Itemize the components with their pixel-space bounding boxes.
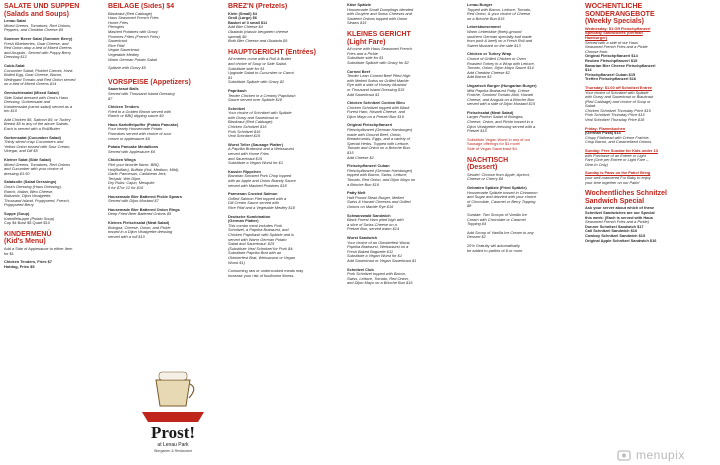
menu-line: Teriyaki, Wet Dijon, (108, 175, 142, 181)
menu-line: Haus Kartoffelpuffer (Potato Pancake) (108, 121, 179, 127)
menu-line: Ranch or BBQ dipping sauce $9 (108, 113, 164, 119)
menu-line: Add Chicken $6, Salmon $9, or Turkey (4, 116, 71, 122)
menu-line: Suppe (Soup) (4, 210, 30, 216)
menu-line: Salatsoße (Salad Dressings) (4, 179, 57, 185)
menu-line: Straws $15 (347, 20, 367, 26)
menu-line: Friday: Flammkuchen (585, 125, 626, 131)
menu-line: Cream with Chocolate or Caramel (467, 216, 526, 222)
menu-line: Ask your server about which of these (585, 205, 655, 211)
menu-line: Mashed Potatoes with Gravy (108, 28, 158, 34)
column-3 (228, 3, 346, 283)
menu-line: Thursday: $1.00 off Schnitzel Entrée (585, 84, 653, 90)
menu-line: Topped with Bacon, Lettuce, Tomato, (467, 6, 531, 12)
menu-line: Hamburger) (585, 34, 608, 40)
menu-line: Veal Schnitzel Thursday Price $18 (585, 117, 645, 123)
menu-line: Original Fleischpflanzerl (347, 122, 393, 128)
menu-line: Add Cheese $2 (347, 154, 374, 160)
menu-line: with an Apple and Onion Brandy Sauce (228, 178, 296, 183)
menu-line: Weilngard Tomato and Red Onion served (4, 76, 76, 82)
menu-line: Chicken Wings (108, 157, 136, 163)
menu-line: Half Pound Steak Burger, Melted (347, 194, 404, 200)
column-6 (585, 3, 718, 248)
section-heading: BEILAGE (Sides) $4 (108, 3, 175, 10)
menu-line: 20% Gratuity will automatically (467, 242, 520, 248)
watermark: menupix (636, 448, 685, 462)
menu-line: Fresh Blueberries, Goat Cheese, and (4, 40, 69, 46)
menu-line: Tender Lean Corned Beef Piled High (347, 73, 411, 79)
menu-line: Dressing, Gurkensalat and (4, 99, 51, 105)
section-heading: KINDERMENÜ (Kid's Menu) (4, 230, 52, 246)
menu-line: Fleischsalat (Meat Salad) (467, 109, 514, 115)
menu-line: dressing $3.50 (4, 170, 30, 176)
section-heading: VORSPEISE (Appetizers) (108, 78, 191, 86)
menu-line: Red Onion atop a bed of Mixed Greens (4, 45, 72, 51)
menu-line: $7 (108, 95, 113, 101)
menu-line: Pretzel $15 (467, 128, 487, 134)
menu-line: $8 (467, 203, 472, 209)
menu-line: Cup $4 Bowl $5 Quart $10 (4, 220, 50, 226)
menu-line: Warm Leberkäse (finely-ground (467, 28, 522, 34)
section-heading: BREZ'N (Pretzels) (228, 3, 288, 10)
menu-line: Crisp Bacon, and Caramelized Onions. (585, 139, 653, 145)
menu-line: Chicken Tenders (108, 104, 140, 110)
logo-subtitle: at Lenau Park (157, 442, 189, 448)
menu-line: Your choice of an Oktoberfest Wurst, (347, 239, 411, 245)
menu-line: Choose from: (585, 48, 609, 54)
menu-line: Fare (One per Entrée or Light Fare – (585, 157, 649, 163)
menu-line: Pork Schnitzel topped with Bacon, (347, 271, 407, 277)
menu-line: from pork & beef) on a Fresh Roll and (467, 38, 533, 44)
menu-line: and Dijon Mayo on a Brioche Bun $16 (347, 280, 413, 286)
menu-line: Balsamic, Dijon Vinaigrette, (4, 193, 52, 199)
menu-line: Fleischpflanzerl Cuban (347, 163, 390, 169)
menupix-logo-icon (617, 449, 631, 462)
menu-line: Fries and a Pickle (347, 50, 378, 56)
menu-line: Blaukraut (Red Cabbage) (108, 10, 153, 16)
menu-line: Served with a side of our Haus (585, 39, 638, 45)
menu-line: served with a side of Dijon Mustard $15 (467, 101, 536, 107)
menu-line: Original Apple Schnitzel Sandwich $16 (585, 237, 657, 243)
menu-line: $14 (585, 67, 592, 73)
menu-line: Kassler Rippchen (228, 168, 261, 174)
menu-line: of Chocolate, Caramel or Berry Topping (467, 198, 536, 204)
section-gap (4, 269, 112, 274)
menu-line: Both Bier Cheese and Obatzda $9 (228, 38, 288, 44)
menu-line: Bavarian Smoked Pork Chop topped (228, 173, 292, 179)
menu-line: Add Sauerkraut or Vegan Sauerkraut $1 (347, 257, 417, 263)
menu-line: Served with Dijon Mustard $7 (108, 198, 159, 204)
menu-line: Side Salad dressed with Oma's Haus (4, 94, 69, 100)
section-heading: WOCHENTLICHE SONDERANGEBOTE (Weekly Specials) (585, 3, 655, 26)
menu-line: Substitute Spätzle with Gravy for $2 (347, 59, 409, 65)
menu-line: Consuming raw or undercooked meats may (228, 268, 304, 274)
menu-line: Forest Ham, Havarti Cheese, and (347, 109, 405, 115)
menu-line: Dijon Vinaigrette dressing served with a (467, 123, 536, 129)
menu-line: Poppyseed Berry (4, 202, 34, 208)
menu-line: Housemade Small Dumplings blended (347, 6, 414, 12)
menu-line: Pick your favorite flavor: BBQ, (108, 162, 160, 168)
menu-line: Salad and Sauerkraut. $25 (228, 241, 275, 247)
menu-line: Sommer Beere Salat (Sommer Berry) (4, 35, 73, 41)
menu-line: Sauerkraut (108, 38, 128, 44)
menu-line: or Thousand Island Dressing $15 (347, 86, 405, 92)
menu-line: Parmesan Crusted Salmon (228, 191, 278, 197)
menu-line: Strudel: Choose from Apple, Apricot, (467, 171, 530, 177)
menu-line: All come with Haus Seasoned French (347, 46, 412, 52)
menu-line: Dijon Mayo on a Pretzel Bun $16 (347, 113, 404, 119)
menu-line: Wurst $1) (228, 259, 245, 265)
menu-line: Substitute side for $1 (228, 65, 265, 71)
logo-text: Prost! (150, 423, 196, 442)
menu-line: Haus Seasoned French Fries (108, 15, 159, 21)
menu-line: Topping $4 (467, 221, 487, 227)
menu-line: Peppers, and Cheddar Cheese $9 (4, 27, 64, 33)
menu-line: Pierogies (108, 24, 125, 30)
menu-line: Chicken or Turkey Wrap (467, 51, 512, 57)
menu-line: Substitute side for $1 (347, 55, 384, 61)
menu-line: Housemade Spätzle tossed in Cinnamon (467, 189, 538, 195)
menu-line: Garlic Parmesan, Caribbean Jerk, (108, 171, 167, 177)
menu-line: Breast $5 to any of the above Salads. (4, 121, 69, 127)
menu-line: Pretzel Bun, served warm $14 (347, 226, 400, 232)
menu-line: Gemischtesalat (Mixed Salad) (4, 89, 59, 95)
menu-line: Schnitzel, a Paprika Bratwurst, and (228, 227, 289, 233)
menu-line: Wurst Teller (Sausage Platter) (228, 141, 283, 147)
menu-line: Mild Paprika Bratwurst Patty, Crème (467, 87, 530, 93)
menu-line: with Gruyère and Swiss Cheeses and (347, 11, 412, 17)
menu-line: Lenau Burger (467, 3, 493, 7)
menu-line: Bologna, Cheese, Onion, and Pickle (108, 224, 171, 230)
section-gap (108, 239, 220, 244)
menu-line: Upgrade Salad to Cucumber or Carrot (228, 70, 294, 76)
menu-line: Gurkensalat (Cucumber Salad) (4, 134, 61, 140)
menu-line: Salad. (585, 103, 597, 109)
menu-line: Housemade Bier Battered Onion Rings (108, 206, 180, 212)
menu-line: Deutsche Kombination (228, 213, 271, 219)
menu-line: Corned Beef (347, 68, 371, 74)
menu-line: Substitute a Vegan Wurst for $1 (347, 253, 403, 259)
menu-line: Vegan Sauerkraut (108, 47, 140, 53)
menu-line: Your choice of Schnitzel with Spätzle (228, 110, 292, 116)
menu-line: and Sauerkraut $15 (228, 155, 263, 161)
menu-line: Swiss & Havarti Cheeses and Grilled (347, 199, 411, 205)
menu-line: served with Warm German Potato (228, 236, 287, 242)
section-gap (585, 243, 718, 248)
menu-line: Rice Pilaf and a Vegetable Medley $18 (228, 204, 295, 210)
menu-line: Larger Portion Salad of Bologna, (467, 114, 524, 120)
menu-line: Served with Applesauce $6 (108, 148, 156, 154)
menu-line: Ranch, Italian, Bleu Cheese, (4, 188, 54, 194)
menu-line: (Substitute Veal Schnitzel for Pork $4; (228, 245, 294, 251)
menu-line: be added to parties of 8 or more (467, 247, 523, 253)
menu-line: and Cucumber with your choice of (4, 166, 63, 172)
menu-line: Warm German Potato Salad (108, 56, 157, 62)
menu-line: Sauerkraut Balls (108, 86, 139, 92)
menu-line: All entrées come with a Roll & Butter (228, 56, 292, 62)
menu-line: Pork Schnitzel Thursday Price $15 (585, 112, 645, 118)
prost-logo (132, 366, 214, 458)
menu-line: Roasted Turkey in a Wrap with Lettuce, (467, 60, 535, 66)
menu-line: Red Onion, & your choice of Cheese (467, 11, 531, 17)
menu-line: Crispy Flatbread with Crème Fraîche, (585, 134, 650, 140)
menu-line: Basket of 3 small $11 (228, 19, 268, 25)
menu-line: (German Pizza) $14 (585, 130, 621, 136)
menu-line: a slice of Swiss Cheese on a (347, 221, 397, 227)
menu-line: Chicken Tenders, Fries $7 (4, 259, 52, 265)
column-5 (467, 3, 585, 258)
menu-line: Dine-In Only) (585, 161, 608, 167)
menu-line: Reuben Fleischpflanzerl $15 (585, 57, 638, 63)
menu-line: Boiled Egg, Goat Cheese, Bacon, (4, 72, 63, 78)
menu-line: This combo meal includes Pork (228, 222, 283, 228)
section-heading: HAUPTGERICHT (Entrées) (228, 48, 316, 56)
menu-line: Groß (Large) $6 (228, 15, 257, 21)
menu-line: Fraiche, Smoked Tomato Aioli, Havarti (467, 92, 534, 98)
menu-line: Black Forest Ham piled high with (347, 217, 404, 223)
column-4 (347, 3, 465, 291)
menu-line: Add Bacon $3 (467, 74, 492, 80)
menu-line: Fleischpflanzerl (German Hamburger) (347, 127, 413, 133)
menu-line: trio $10 (4, 108, 17, 114)
menu-line: Käse Spätzle (347, 3, 372, 7)
menu-line: topped with Bacon, Swiss, Lettuce, (347, 172, 408, 178)
menu-line: Wurst Sandwich (347, 234, 378, 240)
menu-line: Oktoberfest Brat, Weisswurst or Vegan (228, 254, 296, 260)
menu-line: Schnitzel Club (347, 266, 374, 272)
menu-line: Four hearty Housemade Potato (108, 126, 163, 132)
menu-line: your well-mannered Fur Baby to enjoy (585, 175, 651, 180)
column-2 (108, 3, 220, 244)
menu-line: Dressing $12 (4, 54, 27, 60)
menu-line: Sweet Mustard on the side $13 (467, 42, 521, 48)
menu-line: tossed in a Dijon Vinaigrette dressing (108, 229, 173, 235)
menu-line: Tomato and Onion on a Brioche Bun. (347, 145, 411, 151)
menu-line: Karottensalat (carrot salad) served as a (4, 103, 73, 109)
menu-line: Home Fries (108, 19, 129, 25)
menu-line: Blaukraut (Red Cabbage): (228, 119, 274, 125)
menu-line: for $1 (4, 250, 14, 256)
menu-line: Onions on Marble Rye $16 (347, 203, 394, 209)
menu-line: Fleischpflanzerl Cuban $15 (585, 71, 636, 77)
section-heading: Wochentliches Schnitzel Sandwich Special (585, 190, 667, 205)
menu-line: Kleines Fleischsalat (Meat Salad) (108, 219, 170, 225)
menu-line: Dessert $2 (467, 234, 486, 240)
menu-line: Oma's Dressing (Haus Dressing), (4, 184, 62, 189)
menu-line: with Gravy and Sauerkraut or (228, 114, 279, 120)
menu-line: Vinegar, and Dill $5 (4, 148, 38, 154)
menu-line: Tender Chicken in a Creamy Paprikash (228, 92, 296, 98)
menu-line: Side of Vegan Sauerkraut $4 (467, 146, 517, 152)
menu-line: Dill Cream Sauce served with (228, 200, 280, 206)
menu-line: Cobb-Salat (4, 62, 25, 68)
menu-line: Dry Rubs: Cajun, Mesquite (108, 180, 155, 186)
menu-line: Seasoned French Fries and a Pickle) (585, 219, 650, 225)
menu-line: (Red Cabbage) and choice of Soup or (585, 98, 651, 104)
menu-line: Specialty Sandwiches (German (585, 30, 643, 36)
menu-line: A Paprika Bratwurst and a Weisswurst (228, 146, 294, 152)
menu-line: Lenau Salat (4, 18, 26, 24)
menu-line: served with Mashed Potatoes $18 (228, 182, 287, 188)
menu-line: Donner Schnitzel Sandwich $17 (585, 223, 644, 229)
menu-line: Each is served with a Roll/Butter (4, 126, 61, 132)
menu-line: Cheese or Cherry $6 (467, 176, 504, 182)
menu-line: your time together on our Patio! (585, 179, 640, 185)
menu-line: Fresh Baked Baguette $11 (347, 248, 393, 254)
menu-line: Mixed Greens, Tomatoes, Red Onions (4, 161, 71, 167)
menu-line: (German Platter) (228, 218, 259, 224)
menu-line: Patty Melt (347, 190, 366, 196)
menu-line: Chicken Paprikash with Spätzle and is (228, 231, 294, 237)
menu-line: Substitute Paprika Brat with an (228, 250, 282, 256)
menu-line: Special Herbs. Topped with Lettuce, (347, 140, 410, 146)
menu-line: Cheese, and Arugula on a Brioche Bun (467, 96, 535, 102)
menu-line: Hotdog, Fries $5 (4, 263, 35, 269)
menu-line: $1 (228, 74, 233, 80)
menu-line: with Gravy and Sauerkraut or Blaukraut (585, 94, 654, 100)
menu-line: Add Scoop of Vanilla Ice Cream to any (467, 229, 534, 235)
menu-line: Fried to a Golden Brown served with (108, 108, 171, 114)
menu-line: Gebraten Spätzle (Fried Spätzle) (467, 185, 527, 190)
menu-line: Paprikash (228, 87, 247, 93)
menu-line: Cheese, Onion, and Pickle tossed in a (467, 119, 533, 125)
menu-line: Add Bier Cheese $4 (228, 24, 263, 30)
menu-line: Veal Schnitzel $19 (228, 133, 261, 139)
menu-line: Chicken Schnitzel $16 (228, 124, 267, 130)
menu-line: Cali Schnitzel Sandwich $16 (585, 228, 638, 234)
section-heading: KLEINES GERICHT (Light Fare) (347, 30, 411, 46)
menu-line: Housemade Bier Battered Pickle Spears (108, 193, 182, 199)
menu-line: Ungarisch Burger (Hungarian Burger) (467, 82, 537, 88)
menu-line: Cucumber Salad, Pickled Carrots, Hard- (4, 67, 74, 73)
menu-line: Schwarzwald Sandwich (347, 212, 391, 218)
menu-line: Spätzle with Gravy $5 (108, 65, 146, 71)
menu-line: Seasoned French Fries and a Pickle (585, 44, 648, 50)
menu-line: increase your risk of foodborne illness. (228, 272, 295, 278)
section-gap (347, 286, 465, 291)
menu-line: spread) $6 (228, 33, 247, 39)
menu-line: Sunday is Paws on the Patio! Bring (585, 170, 651, 176)
menu-line: a Brioche Bun $16 (347, 181, 380, 187)
menu-line: with Purchase of an Entrée or Light (585, 152, 646, 158)
column-1 (4, 3, 112, 274)
menu-line: Substitute Spätzle with Gravy $2 (228, 79, 285, 85)
menu-line: Tomato, Red Onion, and Dijon Mayo on (347, 177, 416, 182)
menu-line: Schnitzel Sandwiches are our Special (585, 209, 655, 215)
menu-line: Hot(Buffalo), Buffalo (Hot, Medium, Mild), (108, 166, 180, 172)
menu-line: Sautéed Onions topped with Onion (347, 15, 408, 21)
menu-line: Bavarian Bier Cheese Fleischpflanzerl (585, 62, 656, 68)
menu-line: Pommes Frites (French Fries) (108, 33, 160, 39)
menu-line: Substitute a Vegan Wurst for $1 (228, 160, 284, 166)
menu-line: Potato Pancake Medallions (108, 144, 159, 150)
menu-line: Obatzda (classic bergarten cheese (228, 28, 289, 34)
menu-line: Sauce served over Spätzle $18 (228, 97, 283, 103)
menu-line: Sunday: Free Sundae for Kids under 13 (585, 148, 658, 154)
menu-line: and Sugar and drizzled with your choice (467, 194, 536, 200)
menu-line: Leberkäsesemmel (467, 24, 501, 30)
menu-line: served with Home Fries (228, 151, 269, 157)
menu-line: Deep Fried Beer Battered Onions $5 (108, 211, 172, 217)
logo-tagline: Biergarten & Restaurant (154, 449, 192, 453)
menu-line: Substitute Vegan Wurst in any of our (467, 136, 531, 142)
menu-line: Mixed Greens, Tomatoes, Red Onions, (4, 22, 72, 28)
menu-line: Chicken Schnitzel Cordon Bleu (347, 100, 405, 106)
menu-line: Served with Thousand Island Dressing (108, 90, 175, 96)
section-gap (467, 253, 585, 258)
section-gap (228, 278, 346, 283)
menu-line: Kleiner Salat (Side Salad) (4, 157, 51, 163)
section-heading: SALATE UND SUPPEN (Salads and Soups) (4, 3, 80, 18)
menu-line: Treffen Fleischpflanzerl $16 (585, 76, 637, 82)
menu-line: Swiss, Lettuce, Tomato, Red Onion, (347, 275, 409, 281)
menu-line: Pork Schnitzel $16 (228, 128, 261, 134)
menu-line: Thousand Island, Poppyseed, French, (4, 197, 70, 203)
menu-line: Thinly sliced crisp Cucumbers and (4, 139, 64, 145)
menu-line: Chicken Schnitzel Thursday Price $15 (585, 107, 651, 113)
menu-line: this week: (Each is served with Haus (585, 214, 653, 220)
menu-line: Cowboy Schnitzel Sandwich $15 (585, 232, 646, 238)
menu-line: Add Sauerkraut $1 (347, 91, 380, 97)
menu-line: Sundae: Two Scoops of Vanilla Ice (467, 211, 527, 217)
menu-line: and choice of Soup or Side Salad. (228, 60, 287, 66)
menu-line: Choice of Grilled Chicken or Oven (467, 55, 526, 61)
menu-line: Add a Side of Applesauce to either Item (4, 245, 73, 251)
menu-line: Kartoffelsuppe (Potato Soup) (4, 215, 55, 221)
menu-line: Grilled Salmon Filet topped with a (228, 195, 287, 201)
menu-line: and Arugula.. Served with Poppy Berry (4, 49, 71, 55)
menu-line: Fleischpflanzerl (German Hamburger) (347, 167, 413, 173)
menu-line: southern German specialty loaf made (467, 33, 532, 39)
menu-line: on a bed of Mixed Greens $14 (4, 81, 57, 87)
menu-line: served with a roll $10 (108, 233, 145, 239)
menu-line: Pancakes served with choice of sour (108, 131, 172, 137)
menu-line: cream or applesauce $9 (108, 135, 150, 141)
menu-line: Sausage offerings for $1 more! (467, 141, 521, 147)
menu-line: Yellow Onion tossed with Sour Cream, (4, 143, 71, 149)
menu-line: Breadcrumbs, Eggs, and a variety of (347, 136, 410, 142)
menu-line: Vegetable Medley (108, 51, 140, 57)
section-gap (108, 71, 220, 79)
menu-line: Schnitzel (228, 105, 246, 111)
menu-line: Wednesday: $1 Off Fleischpflanzerl (585, 25, 651, 31)
menu-line: Chicken Schnitzel topped with Black (347, 104, 410, 110)
menu-line: Your choice of Schnitzel with Spätzle (585, 89, 649, 95)
menu-line: made with Ground Beef, Onion, (347, 131, 402, 137)
menu-line: Rice Pilaf (108, 42, 125, 48)
menu-line: Tomato, Onion, Dijon Mayo Sauce $14 (467, 65, 534, 71)
section-heading: NACHTISCH (Dessert) (467, 156, 509, 172)
menu-line: Original Fleischpflanzerl $14 (585, 53, 638, 59)
menu-line: Rye with a side of Horsey Mustard (347, 82, 407, 88)
menu-line: Paprika Bratwurst, Weisswurst on a (347, 244, 409, 250)
menu-line: with Melted Swiss on Grilled Marble (347, 77, 409, 83)
menu-line: Add Cheddar Cheese $2 (467, 69, 510, 75)
menu-line: $15 (347, 150, 354, 156)
menu-line: 6 for $7or 12 for $16 (108, 185, 144, 190)
menu-line: on a Brioche Bun $15 (467, 15, 505, 21)
menu-line: Klein (Small) $4 (228, 10, 257, 16)
